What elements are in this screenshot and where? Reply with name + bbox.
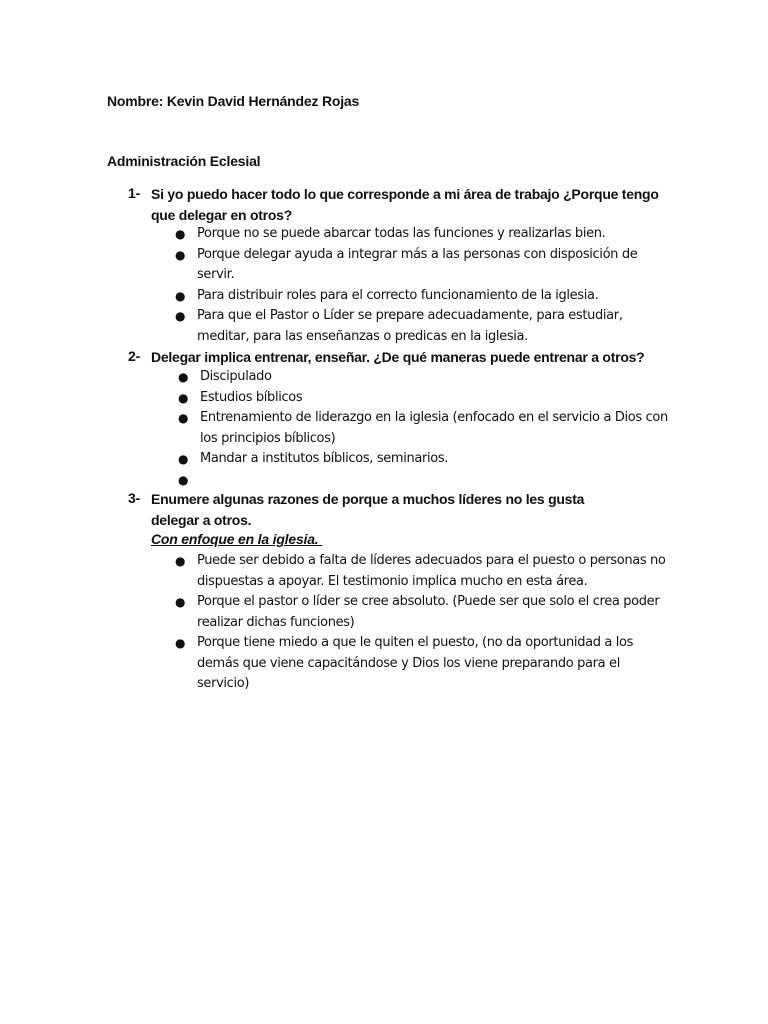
answer-text: Porque delegar ayuda a integrar más a las personas con disposición de servir. — [197, 246, 638, 282]
question-2-number: 2- — [128, 348, 141, 364]
answer-text: Para que el Pastor o Líder se prepare adecuadamente, para estudiar, meditar, para las enseñanzas o predicas en la iglesia. — [197, 308, 623, 344]
answer-item — [178, 449, 670, 470]
subject-title: Administración Eclesial — [107, 153, 261, 169]
answer-item — [178, 470, 670, 490]
question-3-number: 3- — [128, 490, 141, 506]
answer-item — [175, 306, 667, 347]
question-1-number: 1- — [128, 185, 141, 201]
answer-item — [175, 592, 667, 633]
answer-item — [175, 224, 667, 245]
answer-text: Puede ser debido a falta de líderes adecuados para el puesto o personas no dispuestas a apoyar. El testimonio implica mucho en esta área. — [197, 553, 666, 589]
answer-text: Entrenamiento de liderazgo en la iglesia (enfocado en el servicio a Dios con los principios bíblicos) — [200, 410, 668, 446]
bullet-icon: ● — [178, 452, 189, 466]
bullet-icon: ● — [175, 247, 186, 262]
bullet-icon: ● — [178, 390, 189, 405]
question-3-text: Enumere algunas razones de porque a muchos líderes no les gusta delegar a otros. — [151, 491, 585, 528]
bullet-icon: ● — [175, 309, 186, 323]
question-1-text: Si yo puedo hacer todo lo que corresponde a mi área de trabajo ¿Porque tengo que delegar en otros? — [151, 186, 659, 223]
question-3-subheading: Con enfoque en la iglesia. — [151, 531, 323, 547]
bullet-icon: ● — [178, 411, 189, 425]
answer-text: Para distribuir roles para el correcto funcionamiento de la iglesia. — [197, 287, 599, 303]
answer-item — [178, 408, 670, 449]
answer-item — [175, 245, 667, 286]
bullet-icon: ● — [175, 554, 186, 568]
bullet-icon: ● — [178, 370, 189, 384]
answer-text: Discipulado — [200, 369, 272, 384]
bullet-icon: ● — [175, 227, 186, 241]
question-1-answers — [175, 224, 667, 347]
answer-item — [175, 551, 667, 592]
question-2-text: Delegar implica entrenar, enseñar. ¿De qué maneras puede entrenar a otros? — [151, 349, 645, 365]
question-2-answers — [178, 367, 670, 490]
bullet-icon: ● — [175, 288, 186, 303]
bullet-icon: ● — [175, 636, 186, 650]
answer-item — [178, 388, 670, 409]
answer-text: Mandar a institutos bíblicos, seminarios. — [200, 451, 449, 466]
question-3-answers — [175, 551, 667, 695]
answer-item — [175, 633, 667, 695]
answer-item — [175, 286, 667, 307]
student-name: Nombre: Kevin David Hernández Rojas — [107, 93, 360, 109]
answer-item — [178, 367, 670, 388]
answer-text: Porque el pastor o líder se cree absoluto. (Puede ser que solo el crea poder realizar dichas funciones) — [197, 594, 660, 630]
answer-text: Porque no se puede abarcar todas las funciones y realizarlas bien. — [197, 226, 606, 241]
bullet-icon: ● — [175, 595, 186, 609]
bullet-icon: ● — [178, 472, 189, 487]
answer-text: Estudios bíblicos — [200, 389, 303, 405]
answer-text: Porque tiene miedo a que le quiten el puesto, (no da oportunidad a los demás que viene capacitándose y Dios los viene preparando para el servicio) — [197, 635, 634, 691]
